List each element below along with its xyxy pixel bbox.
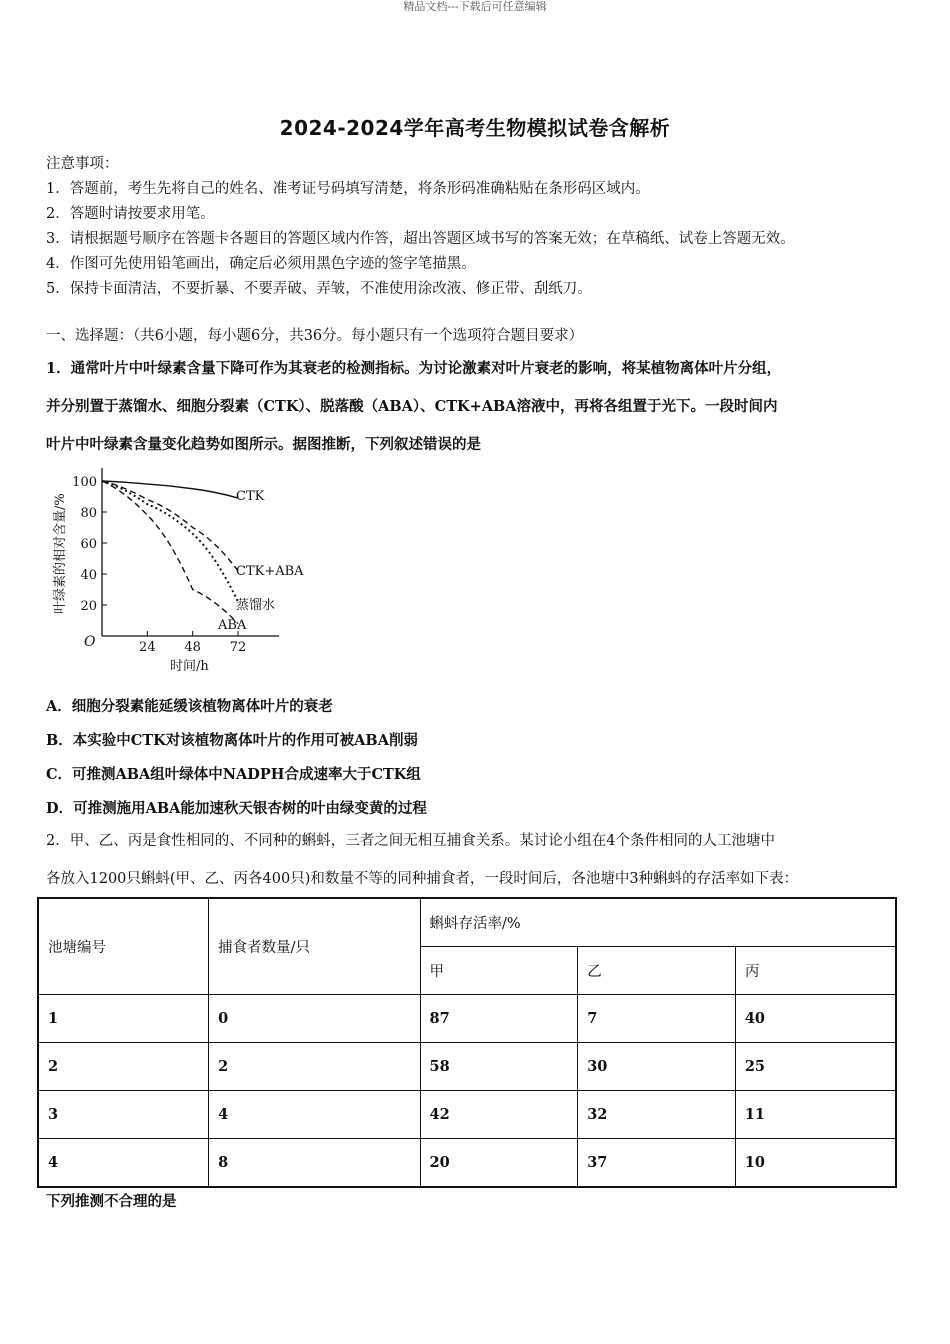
header-survival: 蝌蚪存活率/% — [420, 898, 896, 947]
question-2-stem — [46, 822, 926, 898]
x-axis-label: 时间/h — [170, 659, 209, 674]
origin-label: O — [84, 634, 96, 650]
question-line: 2．甲、乙、丙是食性相同的、不同种的蝌蚪，三者之间无相互捕食关系。某讨论小组在4个条件相同的人工池塘中 — [46, 833, 775, 849]
table-cell: 1 — [38, 995, 209, 1043]
header-bing: 丙 — [735, 947, 896, 995]
question-line: 并分别置于蒸馏水、细胞分裂素（CTK）、脱落酸（ABA）、CTK+ABA溶液中，再将各组置于光下。一段时间内 — [46, 398, 778, 415]
x-tick-label: 72 — [229, 640, 247, 655]
y-tick-label: 100 — [72, 475, 97, 490]
table-cell: 2 — [38, 1043, 209, 1091]
table-cell: 7 — [578, 995, 736, 1043]
series-label: 蒸馏水 — [236, 598, 276, 613]
question-1-stem — [46, 350, 916, 464]
option-b[interactable]: B．本实验中CTK对该植物离体叶片的作用可被ABA削弱 — [46, 732, 418, 749]
table-row — [38, 1043, 896, 1091]
series-line-0 — [102, 481, 238, 498]
table-cell: 40 — [735, 995, 896, 1043]
table-cell: 87 — [420, 995, 578, 1043]
series-line-2 — [102, 481, 238, 602]
table-cell: 42 — [420, 1091, 578, 1139]
chlorophyll-chart — [44, 458, 334, 678]
question-line: 叶片中叶绿素含量变化趋势如图所示。据图推断，下列叙述错误的是 — [46, 436, 481, 453]
notice-item: 2．答题时请按要求用笔。 — [46, 206, 215, 222]
table-cell: 32 — [578, 1091, 736, 1139]
option-c[interactable]: C．可推测ABA组叶绿体中NADPH合成速率大于CTK组 — [46, 766, 421, 783]
header-predator: 捕食者数量/只 — [209, 898, 420, 995]
series-line-3 — [102, 481, 238, 624]
y-tick-label: 60 — [80, 537, 97, 552]
notice-block — [46, 152, 926, 302]
x-tick-label: 48 — [184, 640, 201, 655]
table-cell: 30 — [578, 1043, 736, 1091]
notice-item: 1．答题前，考生先将自己的姓名、准考证号码填写清楚，将条形码准确粘贴在条形码区域内。 — [46, 181, 650, 197]
header-note: 精品文档---下载后可任意编辑 — [403, 0, 547, 13]
question-line: 1．通常叶片中叶绿素含量下降可作为其衰老的检测指标。为讨论激素对叶片衰老的影响，将某植物离体叶片分组， — [46, 360, 782, 377]
page-title: 2024-2024学年高考生物模拟试卷含解析 — [279, 116, 671, 140]
notice-heading: 注意事项： — [46, 156, 119, 172]
series-label: ABA — [218, 618, 247, 633]
option-d[interactable]: D．可推测施用ABA能加速秋天银杏树的叶由绿变黄的过程 — [46, 800, 427, 817]
notice-item: 3．请根据题号顺序在答题卡各题目的答题区域内作答，超出答题区域书写的答案无效；在草稿纸、试卷上答题无效。 — [46, 231, 795, 247]
section-heading: 一、选择题：（共6小题，每小题6分，共36分。每小题只有一个选项符合题目要求） — [46, 328, 584, 344]
table-row — [38, 1139, 896, 1188]
table-cell: 58 — [420, 1043, 578, 1091]
table-row — [38, 995, 896, 1043]
notice-item: 5．保持卡面清洁，不要折暴、不要弄破、弄皱，不准使用涂改液、修正带、刮纸刀。 — [46, 281, 592, 297]
series-label: CTK+ABA — [236, 564, 304, 579]
table-cell: 20 — [420, 1139, 578, 1188]
table-cell: 3 — [38, 1091, 209, 1139]
table-cell: 10 — [735, 1139, 896, 1188]
survival-table — [37, 897, 897, 1188]
table-cell: 4 — [209, 1091, 420, 1139]
table-cell: 25 — [735, 1043, 896, 1091]
header-yi: 乙 — [578, 947, 736, 995]
y-axis-label: 叶绿素的相对含量/% — [53, 493, 68, 614]
question-1-options — [46, 690, 916, 826]
series-label: CTK — [236, 489, 265, 504]
y-tick-label: 40 — [80, 568, 97, 583]
series-line-1 — [102, 481, 238, 571]
x-tick-label: 24 — [139, 640, 156, 655]
table-row — [38, 1091, 896, 1139]
y-tick-label: 20 — [80, 599, 97, 614]
table-cell: 8 — [209, 1139, 420, 1188]
table-cell: 2 — [209, 1043, 420, 1091]
table-cell: 11 — [735, 1091, 896, 1139]
y-tick-label: 80 — [80, 506, 97, 521]
header-jia: 甲 — [420, 947, 578, 995]
notice-item: 4．作图可先使用铅笔画出，确定后必须用黑色字迹的签字笔描黑。 — [46, 256, 476, 272]
header-pond: 池塘编号 — [38, 898, 209, 995]
option-a[interactable]: A．细胞分裂素能延缓该植物离体叶片的衰老 — [46, 698, 333, 715]
table-cell: 0 — [209, 995, 420, 1043]
question-2-prompt: 下列推测不合理的是 — [46, 1193, 177, 1210]
table-cell: 4 — [38, 1139, 209, 1188]
table-cell: 37 — [578, 1139, 736, 1188]
question-line: 各放入1200只蝌蚪(甲、乙、丙各400只)和数量不等的同种捕食者，一段时间后，各池塘中3种蝌蚪的存活率如下表： — [46, 871, 799, 887]
